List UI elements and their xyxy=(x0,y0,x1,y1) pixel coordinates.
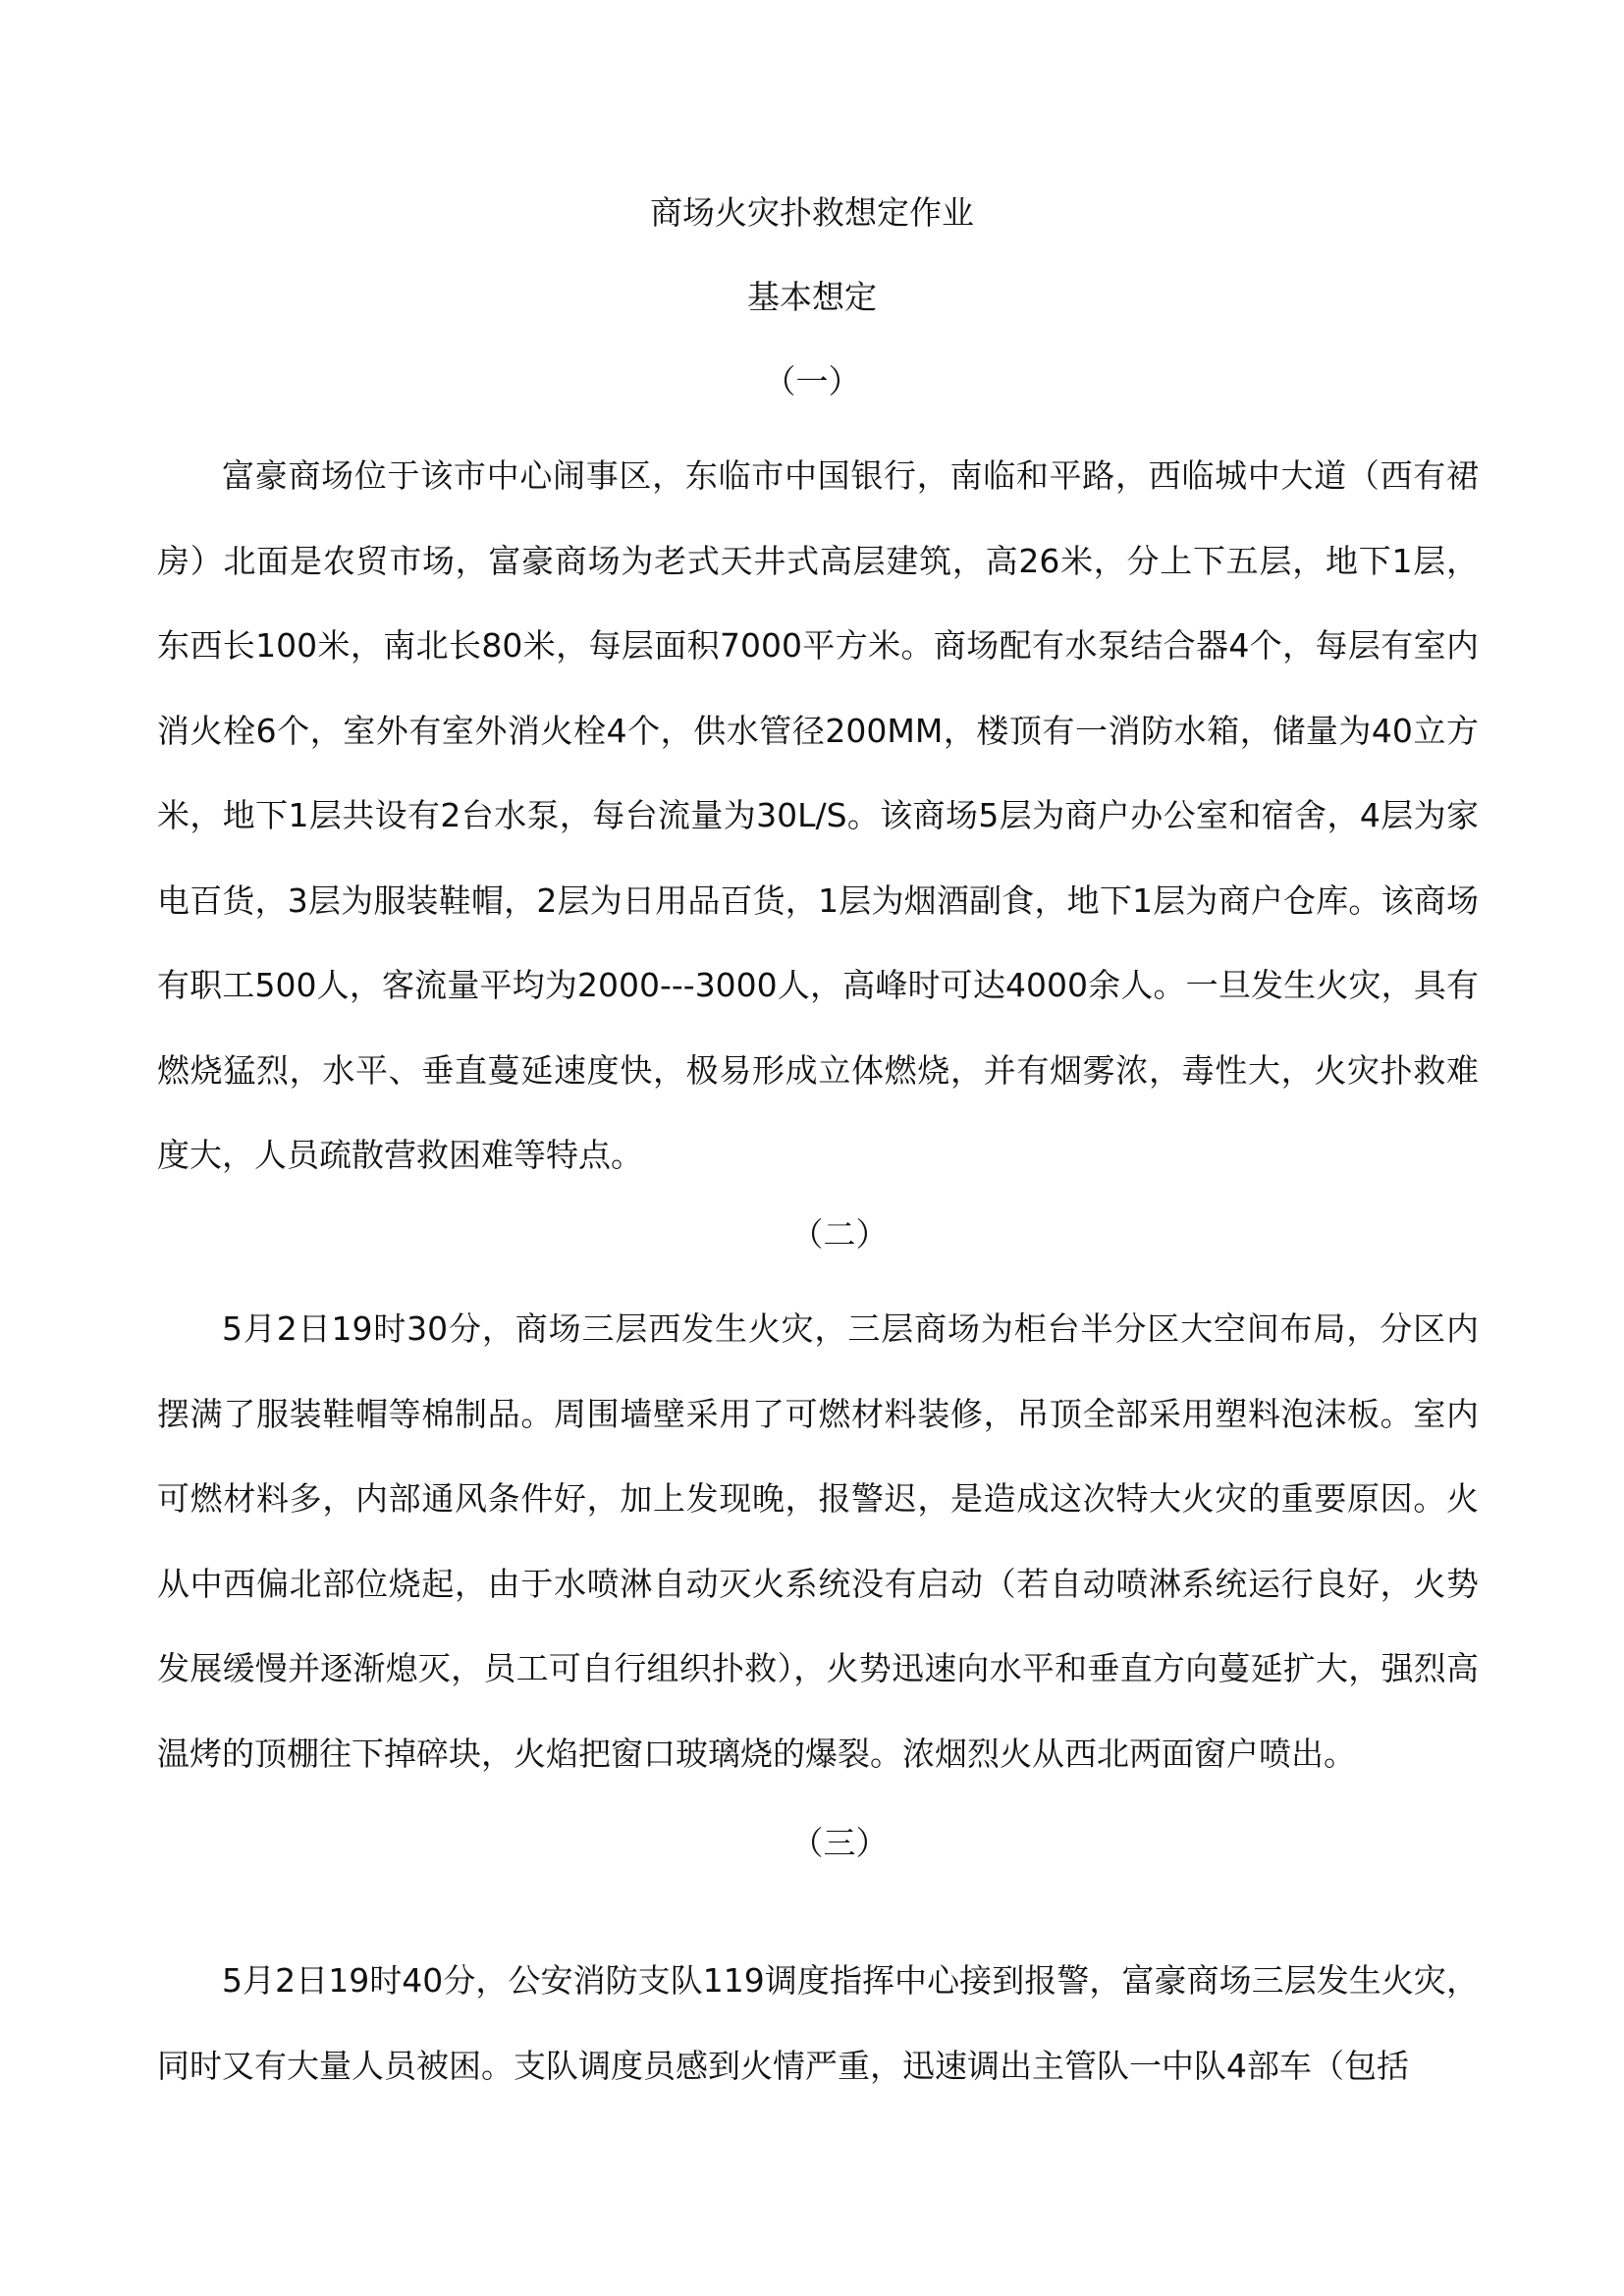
section-1-paragraph: 富豪商场位于该市中心闹事区，东临市中国银行，南临和平路，西临城中大道（西有裙房）北面是农贸市场，富豪商场为老式天井式高层建筑，高26米，分上下五层，地下1层，东西长100米，南北长80米，每层面积7000平方米。商场配有水泵结合器4个，每层有室内消火栓6个，室外有室外消火栓4个，供水管径200MM，楼顶有一消防水箱，储量为40立方米，地下1层共设有2台水泵，每台流量为30L/S。该商场5层为商户办公室和宿舍，4层为家电百货，3层为服装鞋帽，2层为日用品百货，1层为烟酒副食，地下1层为商户仓库。该商场有职工500人，客流量平均为2000---3000人，高峰时可达4000余人。一旦发生火灾，具有燃烧猛烈，水平、垂直蔓延速度快，极易形成立体燃烧，并有烟雾浓，毒性大，火灾扑救难度大，人员疏散营救困难等特点。 xyxy=(157,456,1479,1174)
document-subtitle: 基本想定 xyxy=(747,278,877,316)
section-2-paragraph: 5月2日19时30分，商场三层西发生火灾，三层商场为柜台半分区大空间布局，分区内摆满了服装鞋帽等棉制品。周围墙壁采用了可燃材料装修，吊顶全部采用塑料泡沫板。室内可燃材料多，内部通风条件好，加上发现晚，报警迟，是造成这次特大火灾的重要原因。火从中西偏北部位烧起，由于水喷淋自动灭火系统没有启动（若自动喷淋系统运行良好，火势发展缓慢并逐渐熄灭，员工可自行组织扑救），火势迅速向水平和垂直方向蔓延扩大，强烈高温烤的顶棚往下掉碎块，火焰把窗口玻璃烧的爆裂。浓烟烈火从西北两面窗户喷出。 xyxy=(157,1309,1479,1773)
document-title: 商场火灾扑救想定作业 xyxy=(650,193,974,232)
section-1-heading: （一） xyxy=(763,362,861,400)
section-2-heading: （二） xyxy=(790,1215,889,1254)
section-3-heading: （三） xyxy=(790,1824,889,1862)
section-3-paragraph: 5月2日19时40分，公安消防支队119调度指挥中心接到报警，富豪商场三层发生火灾，同时又有大量人员被困。支队调度员感到火情严重，迅速调出主管队一中队4部车（包括 xyxy=(157,1961,1479,2085)
